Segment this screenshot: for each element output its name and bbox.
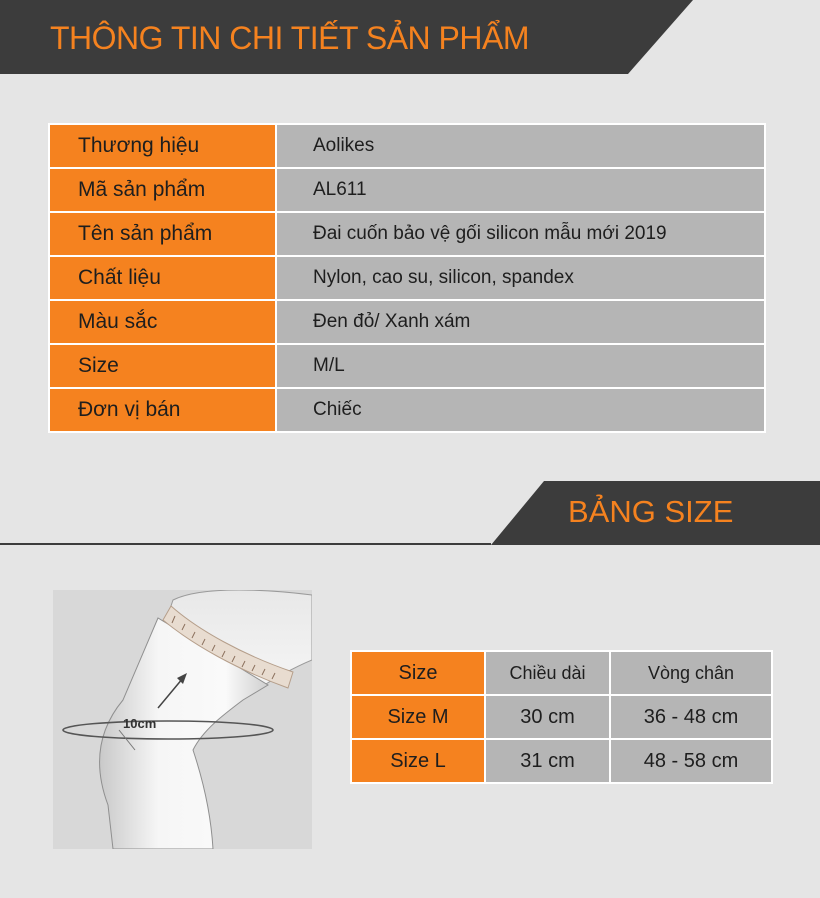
header-circumference: Vòng chân xyxy=(611,652,771,694)
row-label: Size xyxy=(50,345,275,387)
header-size: Size xyxy=(352,652,484,694)
table-row xyxy=(50,301,764,343)
row-value: Chiếc xyxy=(277,389,764,431)
table-row xyxy=(352,696,771,738)
table-row xyxy=(352,740,771,782)
section-divider xyxy=(0,543,491,545)
measure-label: 10cm xyxy=(123,716,157,731)
knee-measurement-image xyxy=(53,590,312,849)
row-value: M/L xyxy=(277,345,764,387)
length-cell: 31 cm xyxy=(486,740,609,782)
knee-illustration xyxy=(53,590,312,849)
size-cell: Size M xyxy=(352,696,484,738)
circumference-cell: 36 - 48 cm xyxy=(611,696,771,738)
circumference-cell: 48 - 58 cm xyxy=(611,740,771,782)
section-title: THÔNG TIN CHI TIẾT SẢN PHẨM xyxy=(50,20,529,56)
row-value: Aolikes xyxy=(277,125,764,167)
row-value: AL611 xyxy=(277,169,764,211)
size-title: BẢNG SIZE xyxy=(568,494,734,529)
table-row xyxy=(50,389,764,431)
row-label: Tên sản phẩm xyxy=(50,213,275,255)
length-cell: 30 cm xyxy=(486,696,609,738)
row-label: Màu sắc xyxy=(50,301,275,343)
row-label: Mã sản phẩm xyxy=(50,169,275,211)
size-chart-table xyxy=(350,650,773,784)
row-label: Thương hiệu xyxy=(50,125,275,167)
table-row xyxy=(50,257,764,299)
header-length: Chiều dài xyxy=(486,652,609,694)
table-row xyxy=(50,125,764,167)
product-info-table xyxy=(48,123,766,433)
row-value: Đen đỏ/ Xanh xám xyxy=(277,301,764,343)
table-row xyxy=(50,213,764,255)
row-label: Đơn vị bán xyxy=(50,389,275,431)
table-row xyxy=(50,169,764,211)
row-label: Chất liệu xyxy=(50,257,275,299)
row-value: Nylon, cao su, silicon, spandex xyxy=(277,257,764,299)
size-cell: Size L xyxy=(352,740,484,782)
table-row xyxy=(50,345,764,387)
table-header-row xyxy=(352,652,771,694)
row-value: Đai cuốn bảo vệ gối silicon mẫu mới 2019 xyxy=(277,213,764,255)
